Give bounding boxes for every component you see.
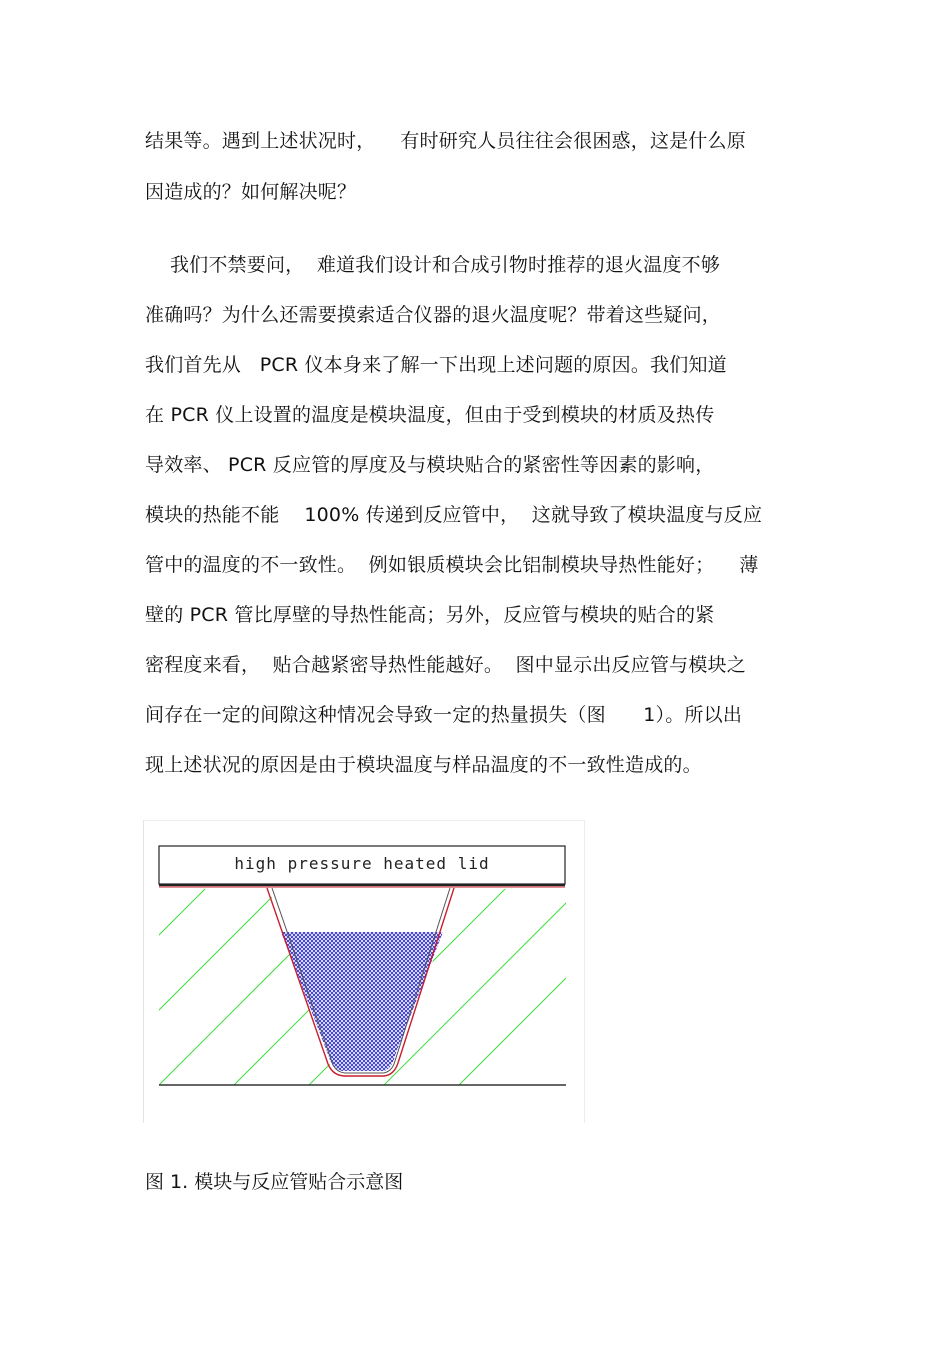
block-hatch-line (144, 865, 229, 1085)
paragraph-2-line-2: 准确吗？为什么还需要摸索适合仪器的退火温度呢？带着这些疑问， (145, 304, 722, 326)
paragraph-1-line-2: 因造成的？如何解决呢？ (145, 181, 357, 203)
paragraph-2-line-3: 我们首先从 PCR 仪本身来了解一下出现上述问题的原因。我们知道 (145, 354, 727, 376)
heated-lid (159, 846, 565, 887)
paragraph-2-line-4: 在 PCR 仪上设置的温度是模块温度，但由于受到模块的材质及热传 (145, 404, 715, 426)
paragraph-2-line-5: 导效率、 PCR 反应管的厚度及与模块贴合的紧密性等因素的影响， (145, 454, 715, 476)
paragraph-2-line-6: 模块的热能不能 100% 传递到反应管中， 这就导致了模块温度与反应 (145, 504, 763, 526)
paragraph-2-line-8: 壁的 PCR 管比厚壁的导热性能高；另外，反应管与模块的贴合的紧 (145, 604, 715, 626)
reaction-tube (267, 888, 454, 1076)
figure-caption: 图 1. 模块与反应管贴合示意图 (145, 1171, 404, 1193)
paragraph-2-line-1: 我们不禁要问， 难道我们设计和合成引物时推荐的退火温度不够 (145, 254, 721, 276)
paragraph-2-line-11: 现上述状况的原因是由于模块温度与样品温度的不一致性造成的。 (145, 754, 702, 776)
paragraph-2-line-9: 密程度来看， 贴合越紧密导热性能越好。 图中显示出反应管与模块之 (145, 654, 746, 676)
paragraph-2-line-10: 间存在一定的间隙这种情况会导致一定的热量损失（图 1）。所以出 (145, 704, 743, 726)
tube-block-svg (144, 821, 586, 1124)
paragraph-1-line-1: 结果等。遇到上述状况时， 有时研究人员往往会很困惑，这是什么原 (145, 130, 746, 152)
block-hatch-line (144, 865, 304, 1085)
heated-lid-label: high pressure heated lid (234, 854, 490, 873)
paragraph-2-line-7: 管中的温度的不一致性。 例如银质模块会比铝制模块导热性能好； 薄 (145, 554, 759, 576)
block-hatch-line (459, 865, 586, 1085)
figure-tube-block-diagram (143, 820, 585, 1123)
